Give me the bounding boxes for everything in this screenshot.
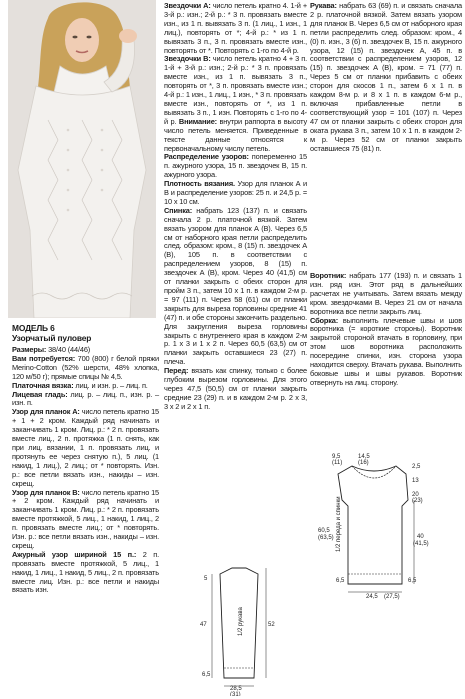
paragraph-heading: Рукава: (310, 1, 337, 10)
paragraph-text: попеременно 15 п. ажурного узора, 15 п. звездочек В, 15 п. ажурного узора. (164, 152, 307, 180)
dim-label: (41,5) (413, 541, 429, 547)
dim-label: (27,5) (384, 594, 400, 600)
paragraph-heading: Распределение узоров: (164, 152, 249, 162)
paragraph (12, 391, 159, 409)
paragraph-heading: Размеры: (12, 345, 47, 354)
paragraph-heading: Ажурный узор шириной 15 п.: (12, 549, 137, 559)
sleeves-column (310, 2, 462, 153)
paragraph (12, 355, 159, 382)
paragraph-heading: Узор для планок В: (12, 487, 80, 497)
paragraph-heading: Вам потребуется: (12, 353, 76, 363)
paragraph (310, 317, 462, 388)
dim-label: 6,5 (202, 672, 211, 678)
paragraph-heading: Плотность вязания. (164, 179, 235, 189)
paragraph-text: вязать как спинку, только с более глубоким вырезом горловины. Для этого через 47,5 (50,5) см от планки закрыть средние 23 (29) п. и в каждом 2-м р. 2 х 3, 3 х 2 и 2 х 1 п. (164, 366, 307, 411)
paragraph (164, 153, 307, 180)
paragraph-heading: Внимание: (178, 116, 217, 126)
sleeve-label: 1/2 рукава (238, 607, 244, 636)
paragraph-text: лиц. р. – лиц. п., изн. р. – изн. п. (12, 389, 159, 408)
paragraph (164, 180, 307, 207)
paragraph (12, 551, 159, 596)
dim-label: 24,5 (366, 594, 378, 600)
body-label: 1/2 переда и спинки (336, 496, 342, 552)
materials-column (12, 323, 159, 595)
paragraph-text: число петель кратно 4. 1-й + 3-й р.: изн.; 2-й р.: * 3 п. провязать вместе изн., из 1 п. вывязать 3 п. (1 лиц., 1 изн., 1 лиц.), повторять от *; 4-й р.: * из 1 п. вывязать 3 п., 3 п. провязать вместе изн., повторять от *. Повторять с 1-го по 4-й р. (164, 1, 307, 55)
paragraph-text: 2 п. провязать вместе протяжкой, 5 лиц., 1 накид, 1 лиц., 1 накид, 5 лиц., 2 п. провязать вместе лиц. Изн. р.: все петли и накиды вязать изн. (12, 549, 159, 595)
dim-label: 40 (417, 534, 424, 540)
dim-label: 60,5 (318, 528, 330, 534)
paragraph-text: число петель кратно 15 + 1 + 2 кром. Каждый ряд начинать и заканчивать 1 кром. Лиц. р.: * 2 п. провязать вместе лиц., 2 п. протяжка (1 п. снять, как при лиц. вязании, 1 п. провязать лиц. и протянуть ее через снятую п.), 5 лиц. (1 накид, 1 лиц.), 2 лиц.; от * повторять. Изн. р.: все петли вязать изн., накиды – изн. скрещ. (12, 407, 159, 488)
dim-label: 14,5 (358, 454, 370, 460)
paragraph-text: лиц. и изн. р. – лиц. п. (73, 380, 148, 390)
paragraph (164, 2, 307, 55)
dim-label: (63,5) (318, 535, 334, 541)
model-number: МОДЕЛЬ 6 (12, 323, 55, 333)
dim-label: 6,5 (336, 578, 345, 584)
paragraph-text: число петель кратно 15 + 2 кром. Каждый ряд начинать и заканчивать 1 кром. Лиц. р.: * 2 п. провязать вместе протяжкой, 5 лиц., 1 накид, 1 лиц., 2 п. провязать вместе лиц.; от * повторять. Изн. р.: все петли вязать изн., накиды – изн. скрещ. (12, 487, 159, 550)
paragraph-text: 700 (800) г белой пряжи Merino-Cotton (52% шерсти, 48% хлопка, 120 м/50 г); прямые спицы № 4,5. (12, 353, 159, 381)
paragraph-text: набрать 63 (69) п. и связать сначала 2 р. платочной вязкой. Затем вязать узором для планок В. Через 6,5 см от наборного края петли распределить след. образом: кром., 4 (0) п. изн., 3 (6) п. звездочек В, 15 п. ажурного узора, 12 (15) п. звездочек А, 45 п. в соответствии с распределением узоров, 12 (15) п. звездочек А (В), кром. = 71 (77) п. Через 5 см от планки прибавить с обеих сторон для скосов 1 п., затем 6 х 1 п. в каждом 8-м р. и 8 х 1 п. в каждом 6-м р., включая прибавленные петли в соответствующий узор = 101 (107) п. Через 47 см от планки закрыть с обеих сторон для оката рукава 3 п., затем 10 х 1 п. в каждом 2-м р. Через 52 см от планки закрыть оставшиеся 75 (81) п. (310, 1, 462, 153)
dim-label: 13 (412, 478, 419, 484)
paragraph (164, 367, 307, 412)
paragraph-text: набрать 177 (193) п. и связать 1 изн. ряд изн. Этот ряд в дальнейших расчетах не учитывать. Затем вязать между кром. звездочками В. Через 21 см от начала воротника все петли закрыть лиц. (310, 271, 462, 316)
dim-label: 52 (268, 622, 275, 628)
model-photo (8, 0, 156, 318)
dim-label: 47 (200, 622, 207, 628)
dim-label: 5 (204, 576, 208, 582)
paragraph (310, 272, 462, 317)
dim-label: 9,5 (332, 454, 341, 460)
dim-label: 28,5 (230, 686, 242, 692)
paragraph (164, 207, 307, 367)
dim-label: 2,5 (412, 464, 421, 470)
model-name: Узорчатый пуловер (12, 333, 92, 343)
paragraph-heading: Воротник: (310, 271, 347, 280)
paragraph-heading: Узор для планок А: (12, 407, 80, 417)
dim-label: 20 (412, 492, 419, 498)
paragraph-text: 38/40 (44/46) (46, 345, 91, 354)
paragraph-text: Узор для планок А и В и распределение узоров: 25 п. и 24,5 р. = 10 х 10 см. (164, 179, 308, 206)
paragraph-text: набрать 123 (137) п. и связать сначала 2 р. платочной вязкой. Затем вязать узором для планок А (В). Через 6,5 см от наборного края петли распределить след. образом: кром., 8 (15) п. звездочек А (В), 105 п. в соответствии с распределением узоров, 8 (15) п. звездочек А (В), кром. Через 40 (41,5) см от планки закрыть с обеих сторон для пройм 3 п., затем 10 х 1 п. в каждом 2-м р. = 97 (111) п. Через 58 (61) см от планки закрыть для выреза горловины средние 41 (47) п. и обе стороны закончить раздельно. Для закругления выреза горловины закрыть с внутреннего края в каждом 2-м р. 1 х 3 и 1 х 2 п. Через 60,5 (63,5) см от планки закрыть оставшиеся 23 (27) п. плеча. (164, 205, 307, 367)
paragraph-text: число петель кратно 4 + 3 п. 1-й + 3-й р.: изн.; 2-й р.: * 3 п. провязать вместе изн., из 1 п. вывязать 3 п., повторять от *, 3 п. провязать вместе изн.; 4-й р.: 1 изн., 1 лиц., 1 изн., * 3 п. провязать вместе изн., повторять от *, из 1 п. вывязать 3 п., 1 изн. Повторять с 1-го по 4-й р. (164, 54, 307, 126)
paragraph-heading: Звездочки В: (164, 54, 211, 64)
paragraph-heading: Спинка: (164, 205, 193, 215)
paragraph-heading: Звездочки А: (164, 1, 211, 10)
paragraph-heading: Перед: (164, 366, 189, 376)
dim-label: (16) (358, 460, 369, 466)
paragraph-heading: Платочная вязка: (12, 380, 74, 390)
dim-label: 6,5 (408, 578, 417, 584)
dim-label: (23) (412, 498, 423, 504)
dim-label: (31) (230, 692, 241, 696)
paragraph-text: внутри раппорта в высоту число петель меняется. Приведенные в тексте данные относятся к первоначальному числу петель. (164, 116, 307, 153)
dim-label: (11) (332, 460, 343, 466)
body-schematic (318, 452, 430, 600)
paragraph-heading: Лицевая гладь: (12, 389, 68, 399)
sleeve-schematic (198, 566, 276, 696)
paragraph-text: выполнить плечевые швы и шов воротника (= короткие стороны). Воротник закрытой стороной втачать в горловину, при этом шов воротника расположить посередине спинки, изн. сторона узора находится сверху. Втачать рукава. Выполнить боковые швы и швы рукавов. Воротник отвернуть на лиц. сторону. (310, 315, 462, 387)
paragraph (310, 2, 462, 153)
paragraph (12, 489, 159, 551)
collar-assembly-column (310, 272, 462, 388)
paragraph (164, 55, 307, 153)
paragraph-heading: Сборка: (310, 315, 339, 325)
paragraph (12, 408, 159, 488)
instructions-column (164, 2, 307, 412)
